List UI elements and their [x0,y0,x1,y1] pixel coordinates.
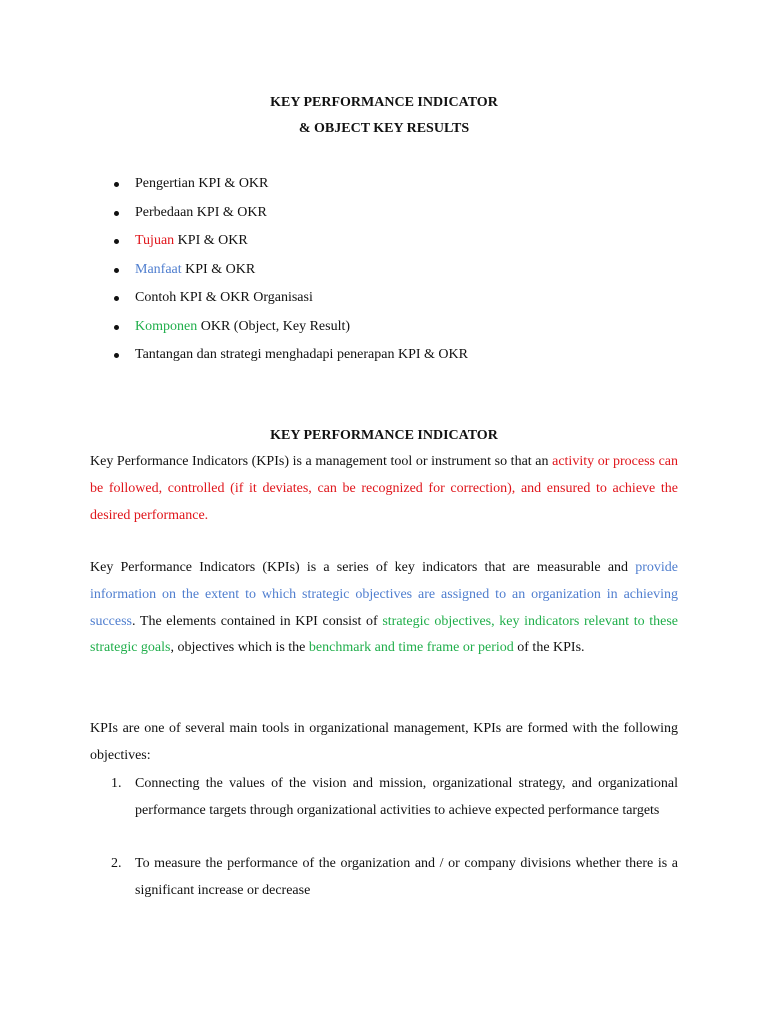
objective-item: 2. To measure the performance of the organization and / or company divisions whether there is a significant increase or decrease [135,851,678,905]
bullet-icon [114,353,119,358]
topic-highlight: Manfaat [135,262,182,277]
bullet-icon [114,296,119,301]
bullet-icon [114,182,119,187]
topic-item: Perbedaan KPI & OKR [135,204,267,222]
topic-item: Komponen OKR (Object, Key Result) [135,318,350,336]
list-number: 1. [111,776,122,791]
list-number: 2. [111,856,122,871]
paragraph-objectives-intro: KPIs are one of several main tools in organizational management, KPIs are formed with the following objectives: [90,721,678,763]
topic-highlight: Tujuan [135,233,175,248]
topic-item: Manfaat KPI & OKR [135,261,255,279]
document-title: KEY PERFORMANCE INDICATOR [270,95,498,110]
topic-item: Pengertian KPI & OKR [135,175,268,193]
document-subtitle: & OBJECT KEY RESULTS [298,121,470,136]
bullet-icon [114,325,119,330]
paragraph-definition: Key Performance Indicators (KPIs) is a management tool or instrument so that an activity or process can be followed, controlled (if it deviates, can be recognized for correction), and ensured to achieve the desired performance. [90,454,678,523]
highlight-text: benchmark and time frame or period [308,640,514,656]
bullet-icon [114,211,119,216]
section-title: KEY PERFORMANCE INDICATOR [270,428,498,443]
bullet-icon [114,268,119,273]
highlight-text: activity or process can be followed, controlled (if it deviates, can be recognized for correction), and ensured to achieve the desired performance. [90,454,678,523]
highlight-text: provide information on the extent to which strategic objectives are assigned to an organization in achieving success [90,560,678,629]
highlight-text: strategic objectives, key indicators relevant to these strategic goals [90,613,678,656]
bullet-icon [114,239,119,244]
objective-item: 1. Connecting the values of the vision and mission, organizational strategy, and organizational performance targets through organizational activities to achieve expected performance targets [135,771,678,825]
topic-highlight: Komponen [135,319,198,334]
topic-item: Tantangan dan strategi menghadapi penerapan KPI & OKR [135,346,468,364]
topic-item: Contoh KPI & OKR Organisasi [135,289,313,307]
paragraph-elements: Key Performance Indicators (KPIs) is a series of key indicators that are measurable and provide information on the extent to which strategic objectives are assigned to an organization in achieving success. The elements contained in KPI consist of strategic objectives, key indicators relevant to these strategic goals, objectives which is the benchmark and time frame or period of the KPIs. [90,560,678,656]
topic-item: Tujuan KPI & OKR [135,232,248,250]
